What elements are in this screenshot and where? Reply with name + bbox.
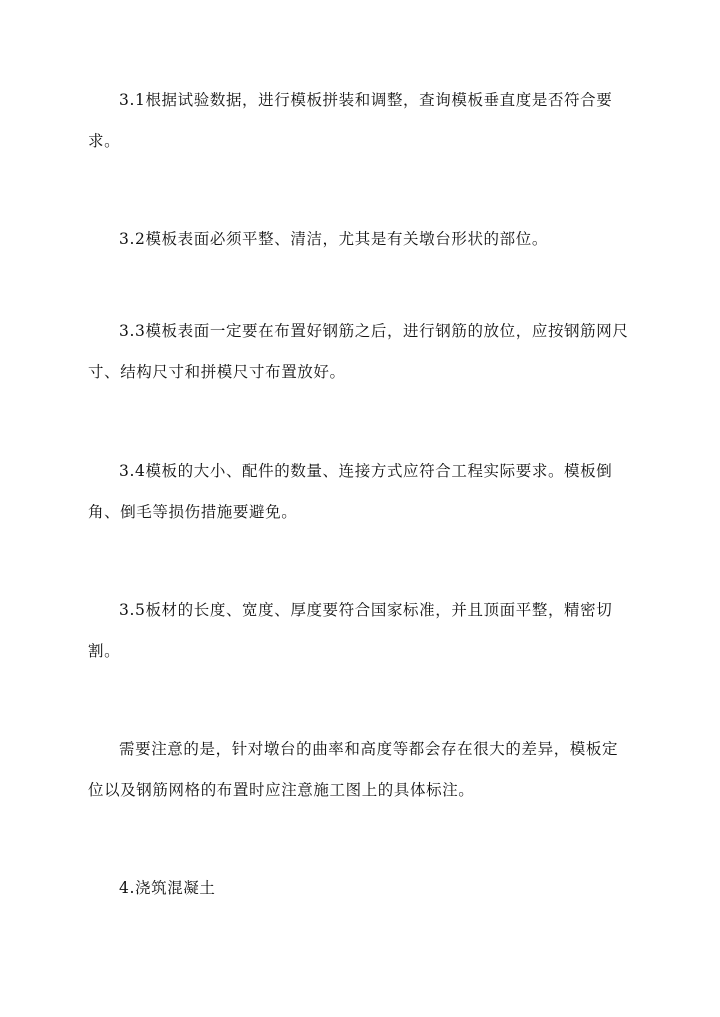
- section-heading-4: 4.浇筑混凝土: [119, 879, 216, 897]
- paragraph-note: 需要注意的是，针对墩台的曲率和高度等都会存在很大的差异，模板定位以及钢筋网格的布置时应注意施工图上的具体标注。: [88, 740, 619, 799]
- paragraph-3-3: 3.3模板表面一定要在布置好钢筋之后，进行钢筋的放位，应按钢筋网尺寸、结构尺寸和拼模尺寸布置放好。: [88, 322, 629, 381]
- paragraph-3-5: 3.5板材的长度、宽度、厚度要符合国家标准，并且顶面平整，精密切割。: [88, 601, 613, 660]
- paragraph-3-2: 3.2模板表面必须平整、清洁，尤其是有关墩台形状的部位。: [119, 230, 548, 248]
- paragraph-3-4: 3.4模板的大小、配件的数量、连接方式应符合工程实际要求。模板倒角、倒毛等损伤措施要避免。: [88, 462, 613, 521]
- paragraph-3-1: 3.1根据试验数据，进行模板拼装和调整，查询模板垂直度是否符合要求。: [88, 91, 613, 150]
